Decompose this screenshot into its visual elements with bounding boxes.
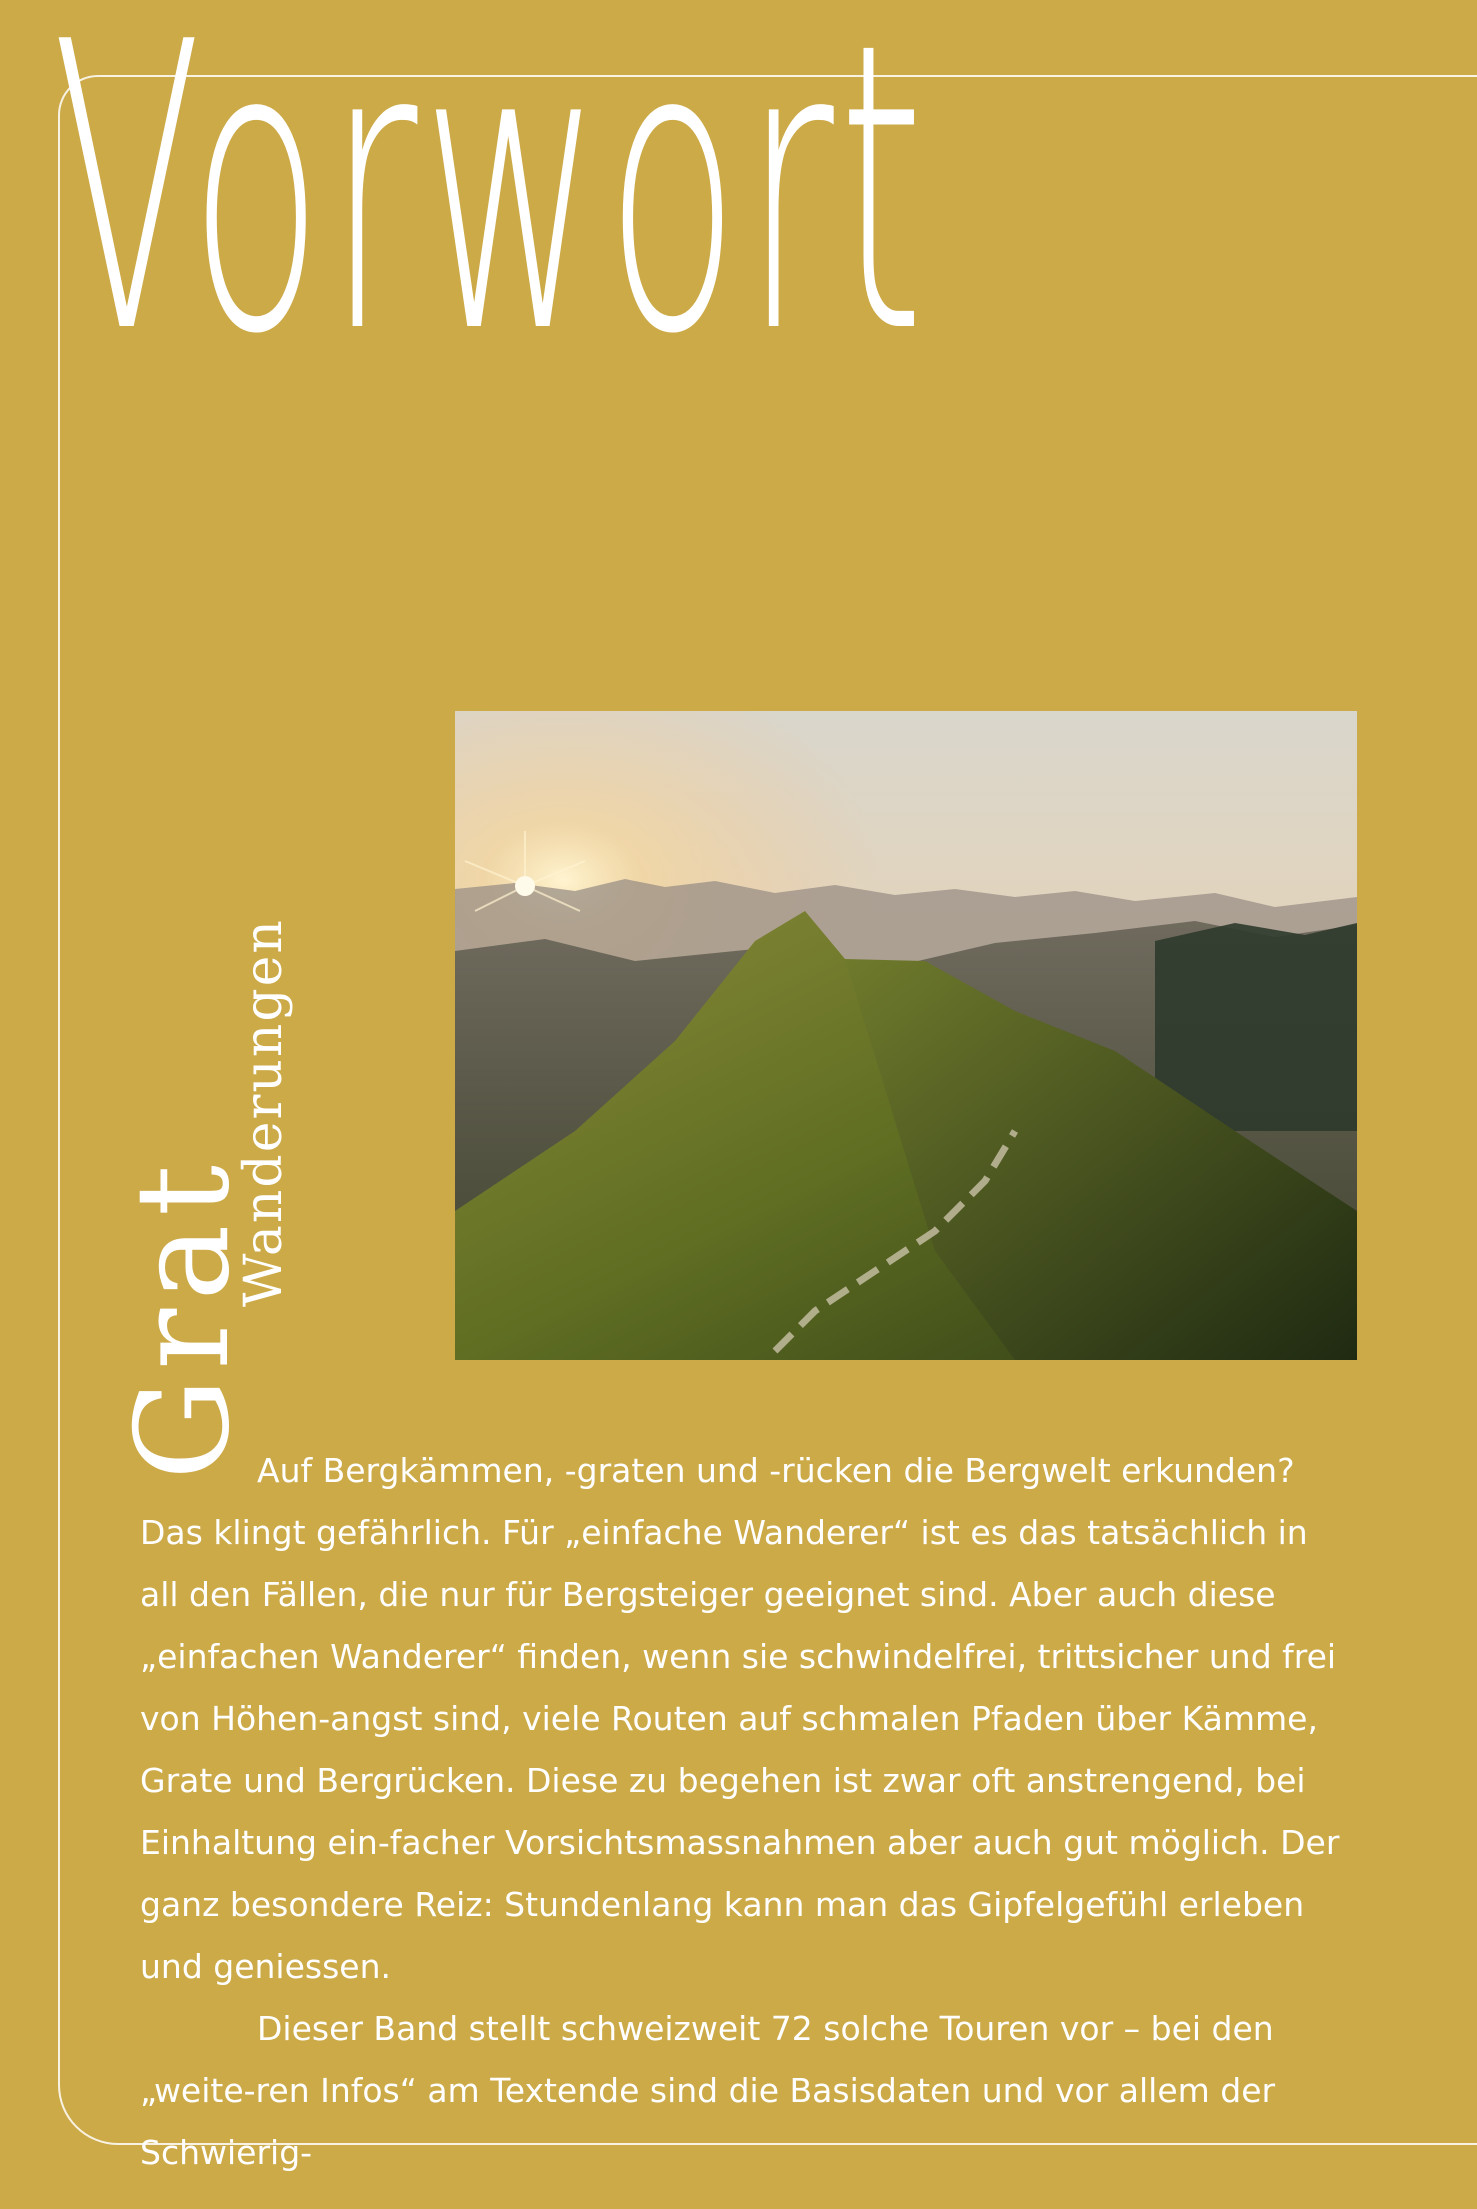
side-title-grat: Grat [109, 1156, 258, 1480]
body-text [140, 1440, 1350, 2184]
side-title [109, 780, 340, 1480]
ridge-photo [455, 711, 1357, 1360]
side-title-wanderungen: Wanderungen [234, 918, 294, 1307]
paragraph-2: Dieser Band stellt schweizweit 72 solche Touren vor – bei den „weite-ren Infos“ am Textende sind die Basisdaten und vor allem der Schwierig- [140, 2009, 1276, 2172]
paragraph-1: Auf Bergkämmen, -graten und -rücken die Bergwelt erkunden? Das klingt gefährlich. Für „einfache Wanderer“ ist es das tatsächlich in all den Fällen, die nur für Bergsteiger geeignet sind. Aber auch diese „einfachen Wanderer“ finden, wenn sie schwindelfrei, trittsicher und frei von Höhen-angst sind, viele Routen auf schmalen Pfaden über Kämme, Grate und Bergrücken. Diese zu begehen ist zwar oft anstrengend, bei Einhaltung ein-facher Vorsichtsmassnahmen aber auch gut möglich. Der ganz besondere Reiz: Stundenlang kann man das Gipfelgefühl erleben und geniessen. [140, 1451, 1340, 1986]
page-heading: Vorwort [52, 0, 929, 420]
